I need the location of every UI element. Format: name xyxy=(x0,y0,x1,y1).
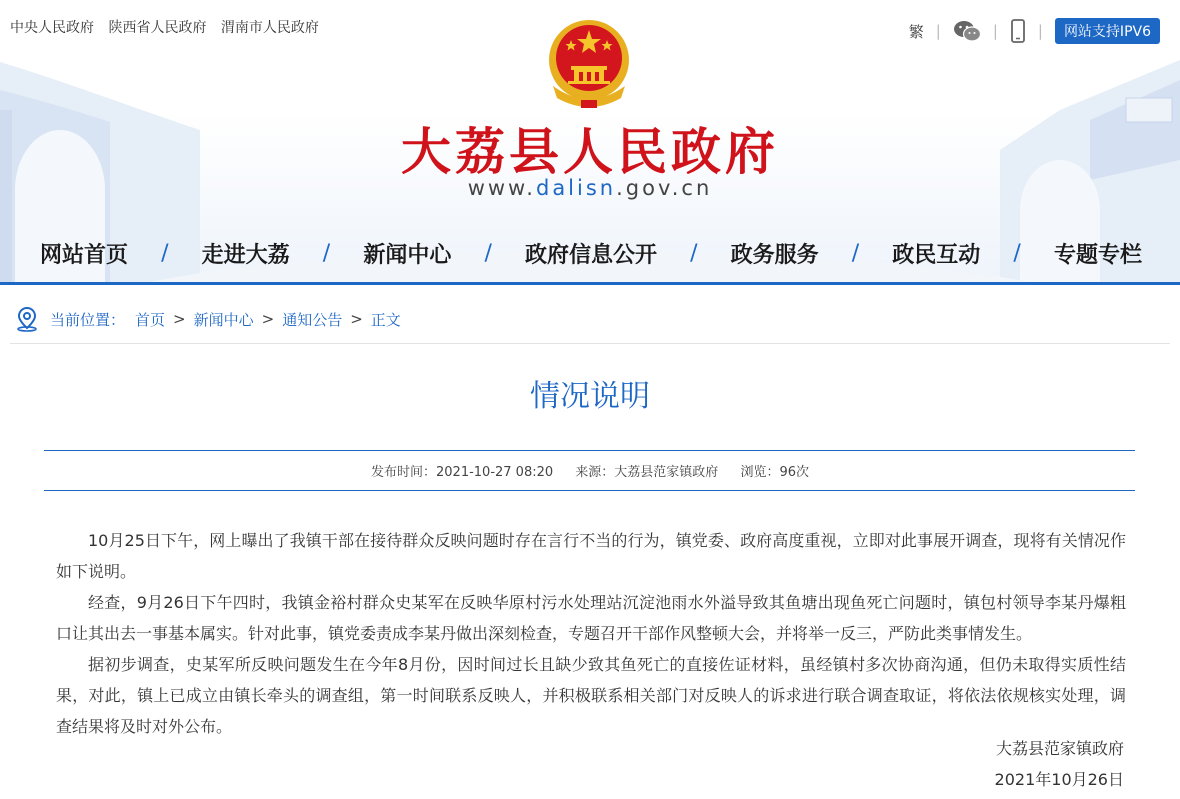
breadcrumb-separator: > xyxy=(261,310,275,328)
breadcrumb-home[interactable]: 首页 xyxy=(135,310,166,329)
breadcrumb-separator: > xyxy=(350,310,363,328)
nav-gov-services[interactable]: 政务服务 xyxy=(730,242,819,268)
nav-news-center[interactable]: 新闻中心 xyxy=(363,242,452,268)
article-meta xyxy=(0,461,1180,480)
nav-gov-info[interactable]: 政府信息公开 xyxy=(524,242,657,268)
article-paragraph: 经查，9月26日下午四时，我镇金裕村群众史某军在反映华原村污水处理站沉淀池雨水外溢导致其鱼塘出现鱼死亡问题时，镇包村领导李某丹爆粗口让其出去一事基本属实。针对此事，镇党委责成李某丹做出深刻检查，专题召开干部作风整顿大会，并将举一反三，严防此类事情发生。 xyxy=(56,593,1126,643)
top-link-central[interactable]: 中央人民政府 xyxy=(10,20,94,36)
traditional-chinese-toggle[interactable]: 繁 xyxy=(908,22,924,41)
article-signer: 大荔县范家镇政府 xyxy=(995,739,1124,758)
site-url-domain: dalisn xyxy=(535,176,617,200)
article-body xyxy=(56,525,1126,742)
breadcrumb-current[interactable]: 正文 xyxy=(370,310,401,329)
meta-divider-bottom xyxy=(44,490,1135,491)
site-url-prefix: www. xyxy=(467,176,536,200)
nav-separator: / xyxy=(851,240,860,266)
site-title: 大荔县人民政府 xyxy=(401,122,779,181)
nav-interaction[interactable]: 政民互动 xyxy=(892,242,981,268)
breadcrumb-separator: > xyxy=(173,310,186,328)
tools-separator: | xyxy=(935,22,941,40)
tools-separator: | xyxy=(1037,22,1043,40)
article-paragraph: 10月25日下午，网上曝出了我镇干部在接待群众反映问题时存在言行不当的行为，镇党委、政府高度重视，立即对此事展开调查，现将有关情况作如下说明。 xyxy=(56,531,1126,581)
article-date: 2021年10月26日 xyxy=(994,770,1124,789)
location-pin-icon xyxy=(14,306,40,332)
view-count: 浏览：96次 xyxy=(740,465,809,480)
wechat-icon[interactable] xyxy=(953,20,981,42)
top-links xyxy=(10,17,329,37)
article-title: 情况说明 xyxy=(530,379,650,414)
article-source: 来源：大荔县范家镇政府 xyxy=(575,465,719,480)
tools-separator: | xyxy=(992,22,998,40)
nav-separator: / xyxy=(1013,240,1021,266)
ipv6-badge[interactable]: 网站支持IPV6 xyxy=(1055,18,1160,44)
nav-about-dali[interactable]: 走进大荔 xyxy=(201,242,290,268)
breadcrumb-notices[interactable]: 通知公告 xyxy=(282,310,343,329)
breadcrumb-label: 当前位置： xyxy=(50,310,126,329)
site-url-suffix: .gov.cn xyxy=(616,176,713,200)
breadcrumb-news-center[interactable]: 新闻中心 xyxy=(193,310,254,329)
top-link-weinan[interactable]: 渭南市人民政府 xyxy=(220,20,319,36)
national-emblem-icon xyxy=(543,16,635,110)
site-header xyxy=(0,0,1180,282)
site-url xyxy=(0,176,1180,200)
nav-separator: / xyxy=(484,240,492,266)
nav-separator: / xyxy=(690,240,698,266)
breadcrumb xyxy=(14,306,401,332)
breadcrumb-divider xyxy=(10,343,1170,344)
mobile-icon[interactable] xyxy=(1010,19,1026,43)
nav-separator: / xyxy=(322,240,331,266)
main-nav xyxy=(0,224,1180,282)
nav-underline xyxy=(0,282,1180,285)
nav-special-topics[interactable]: 专题专栏 xyxy=(1053,242,1142,268)
top-link-shaanxi[interactable]: 陕西省人民政府 xyxy=(108,20,207,36)
article-paragraph: 据初步调查，史某军所反映问题发生在今年8月份，因时间过长且缺少致其鱼死亡的直接佐证材料，虽经镇村多次协商沟通，但仍未取得实质性结果，对此，镇上已成立由镇长牵头的调查组，第一时间联系反映人，并积极联系相关部门对反映人的诉求进行联合调查取证，将依法依规核实处理，调查结果将及时对外公布。 xyxy=(56,655,1126,736)
top-tools xyxy=(909,18,1160,44)
meta-divider-top xyxy=(44,450,1135,451)
nav-home[interactable]: 网站首页 xyxy=(40,242,129,268)
publish-time: 发布时间：2021-10-27 08:20 xyxy=(371,465,554,480)
nav-separator: / xyxy=(161,240,169,266)
